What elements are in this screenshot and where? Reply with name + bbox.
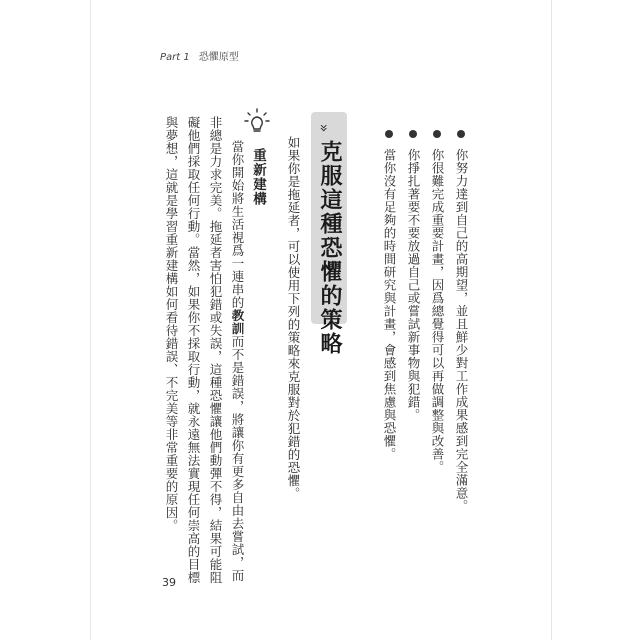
intro-text: 如果你是拖延者，可以使用下列的策略來克服對於犯錯的恐懼。 [286,136,301,500]
body-text: 當你開始將生活視爲一連串的 [230,140,245,309]
bullet-dot-icon [385,130,393,138]
bullet-dot-icon [409,130,417,138]
bullet-text: 你很難完成重要計畫，因爲總覺得可以再做調整與改善。 [430,148,445,474]
header-chapter: 恐懼原型 [198,52,239,63]
section-heading: 克服這種恐懼的策略 [317,140,342,356]
double-chevron-icon: » [315,123,332,133]
bullet-item [404,130,422,421]
body-line [228,140,246,582]
bullet-text: 你掙扎著要不要放過自己或嘗試新事物與犯錯。 [406,148,421,422]
bullet-item [452,130,470,512]
bullet-item [428,130,446,473]
header-part: Part 1 [160,52,190,63]
sub-heading: 重新建構 [250,148,266,206]
running-header [160,48,239,63]
bullet-dot-icon [433,130,441,138]
bullet-item [380,130,398,460]
bullet-text: 你努力達到自己的高期望，並且鮮少對工作成果感到完全滿意。 [454,148,469,513]
body-line: 礙他們採取任何行動。當然，如果你不採取行動，就永遠無法實現任何崇高的目標 [186,116,201,584]
body-text: 而不是錯誤，將讓你有更多自由去嘗試，而 [230,335,245,582]
body-emphasis: 教訓 [230,309,245,335]
bullet-text: 當你沒有足夠的時間研究與計畫，會感到焦慮與恐懼。 [382,148,397,461]
lightbulb-icon [244,108,270,134]
body-line: 與夢想，這就是學習重新建構如何看待錯誤、不完美等非常重要的原因。 [164,116,179,532]
page-number: 39 [162,576,176,589]
bullet-dot-icon [457,130,465,138]
body-line: 非總是力求完美。拖延者害怕犯錯或失誤，這種恐懼讓他們動彈不得，結果可能阻 [208,116,223,584]
